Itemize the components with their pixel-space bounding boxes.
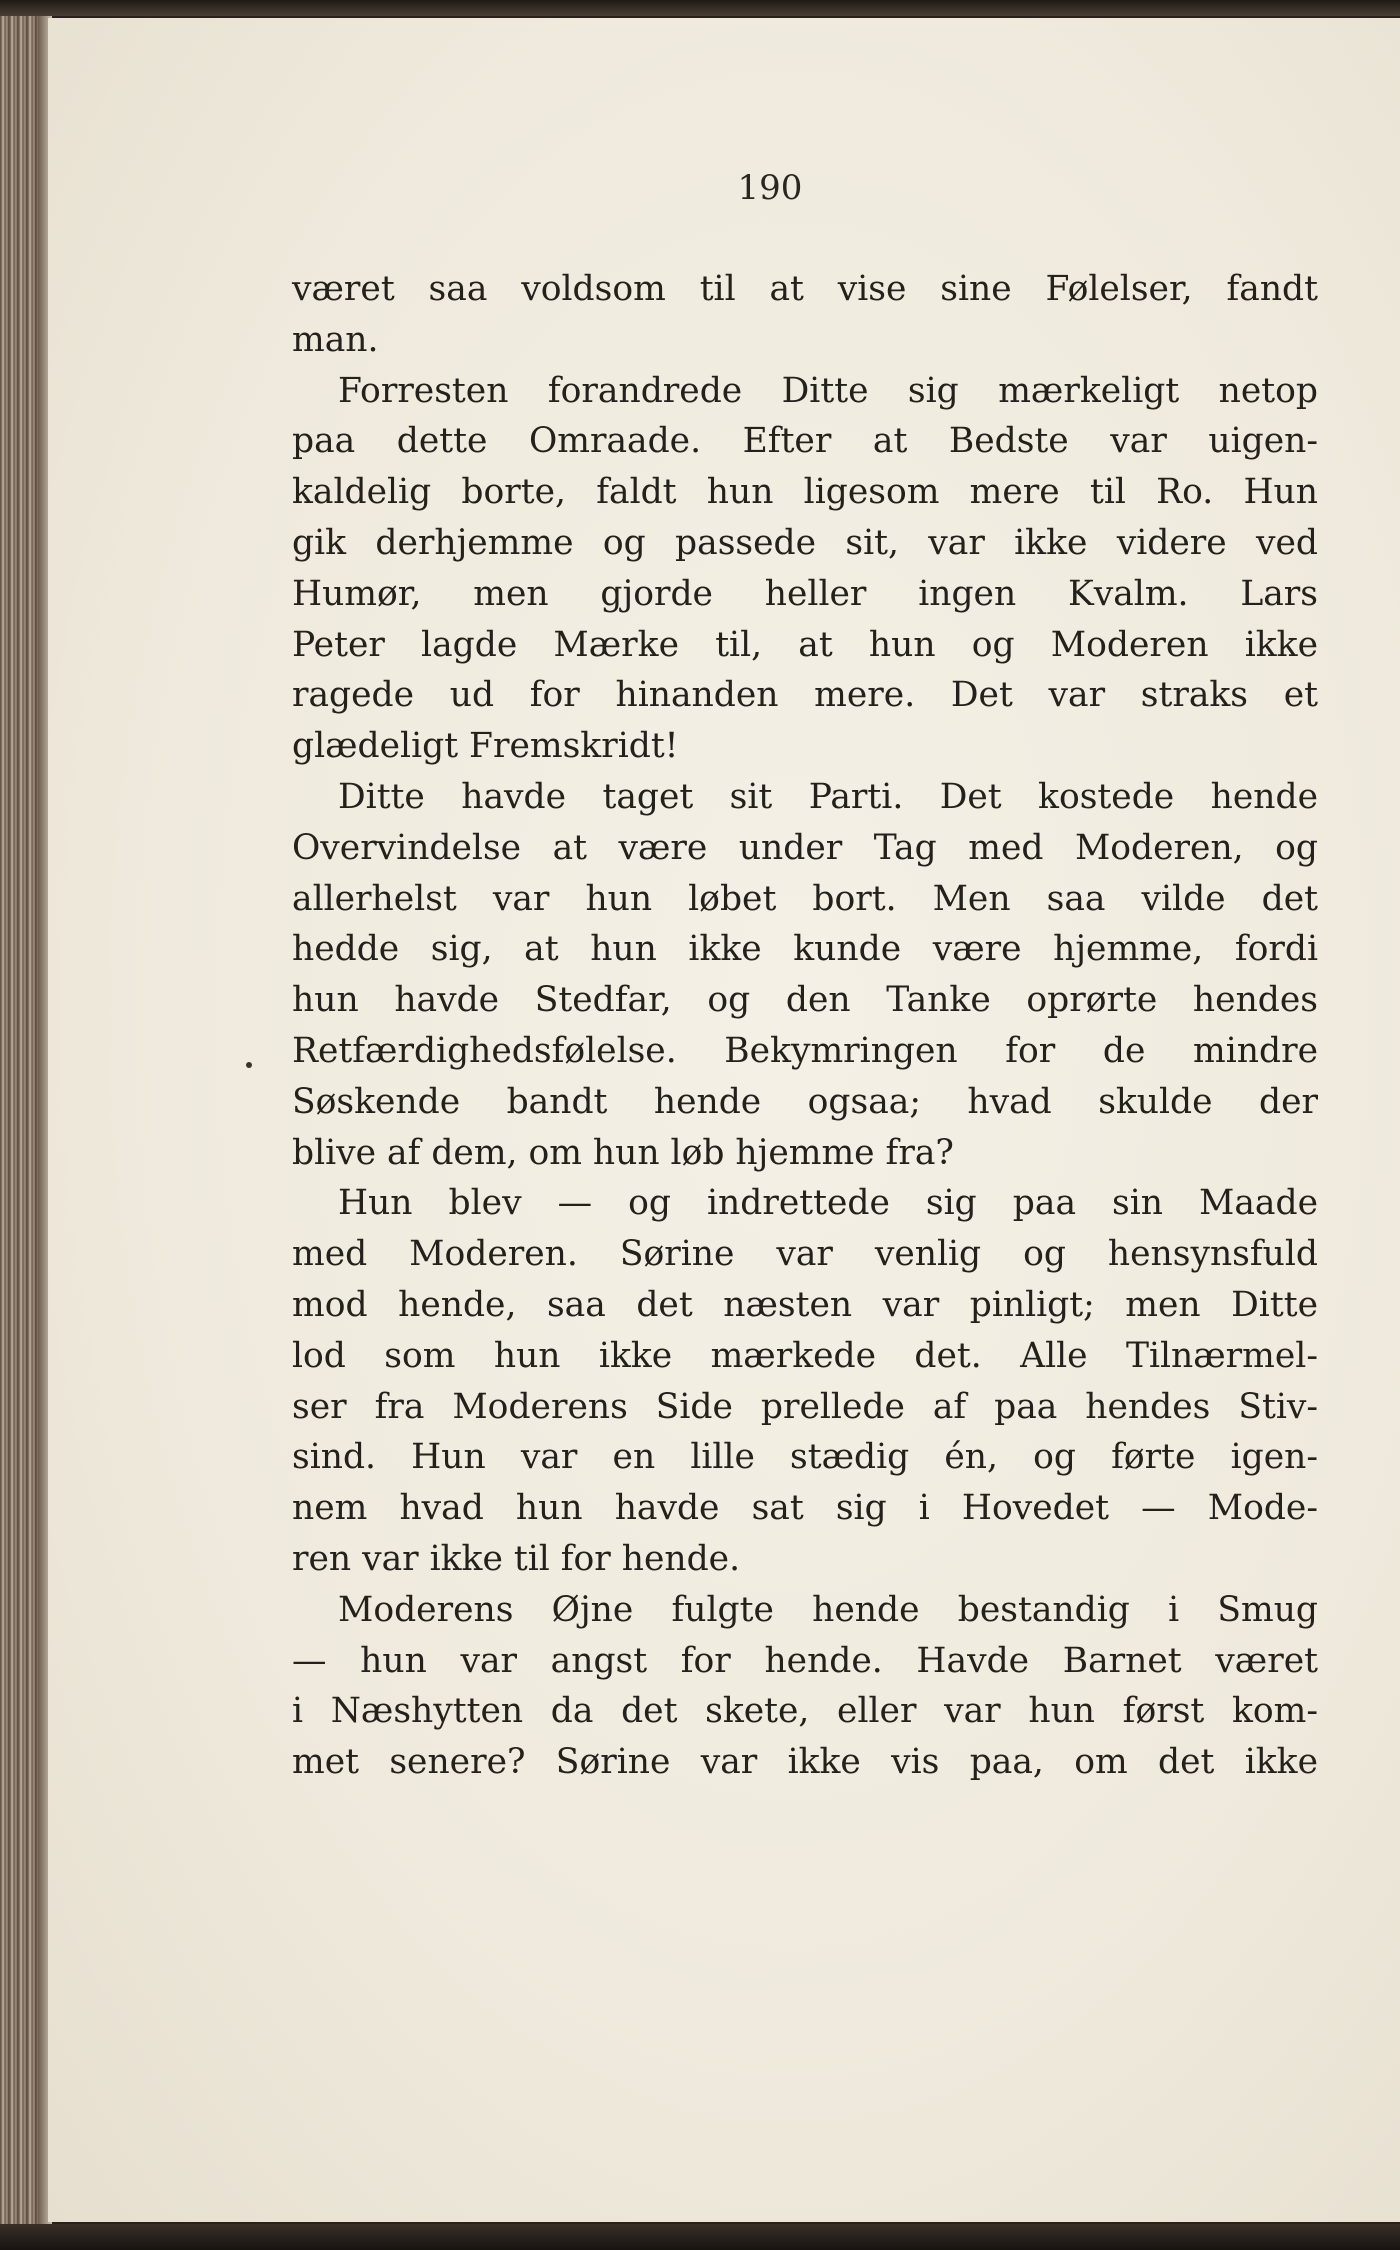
text-line: Overvindelse at være under Tag med Moderen, og: [292, 827, 1318, 868]
text-line: met senere? Sørine var ikke vis paa, om det ikke: [292, 1742, 1318, 1783]
text-line: været saa voldsom til at vise sine Følelser, fandt: [292, 269, 1318, 309]
body-text: [292, 264, 1318, 1788]
text-line: Moderens Øjne fulgte hende bestandig i Smug: [338, 1589, 1318, 1630]
text-line: — hun var angst for hende. Havde Barnet været: [292, 1640, 1318, 1681]
text-line: mod hende, saa det næsten var pinligt; men Ditte: [292, 1284, 1318, 1325]
text-line: paa dette Omraade. Efter at Bedste var uigen-: [292, 421, 1318, 462]
text-line: Retfærdighedsfølelse. Bekymringen for de mindre: [292, 1030, 1318, 1071]
text-line: Søskende bandt hende ogsaa; hvad skulde der: [292, 1081, 1318, 1122]
text-line: Peter lagde Mærke til, at hun og Moderen ikke: [292, 624, 1318, 665]
bottom-scan-border: [0, 2224, 1400, 2250]
text-line: Humør, men gjorde heller ingen Kvalm. Lars: [292, 573, 1318, 614]
text-line: man.: [292, 319, 379, 360]
text-line: kaldelig borte, faldt hun ligesom mere til Ro. Hun: [292, 472, 1318, 513]
text-line: blive af dem, om hun løb hjemme fra?: [292, 1132, 954, 1173]
text-line: nem hvad hun havde sat sig i Hovedet — Mode-: [292, 1488, 1318, 1529]
text-line: med Moderen. Sørine var venlig og hensynsfuld: [292, 1234, 1318, 1275]
text-line: Ditte havde taget sit Parti. Det kostede hende: [338, 776, 1318, 817]
text-line: Forresten forandrede Ditte sig mærkeligt netop: [338, 370, 1318, 411]
text-line: hun havde Stedfar, og den Tanke oprørte hendes: [292, 980, 1318, 1021]
page-number: 190: [737, 168, 803, 208]
margin-dot: [246, 1062, 252, 1068]
top-scan-border: [0, 0, 1400, 16]
text-line: gik derhjemme og passede sit, var ikke videre ved: [292, 522, 1318, 563]
text-line: ser fra Moderens Side prellede af paa hendes Stiv-: [292, 1386, 1318, 1427]
text-line: allerhelst var hun løbet bort. Men saa vilde det: [292, 878, 1318, 919]
text-line: hedde sig, at hun ikke kunde være hjemme, fordi: [292, 929, 1318, 970]
text-line: sind. Hun var en lille stædig én, og førte igen-: [292, 1437, 1318, 1478]
text-line: glædeligt Fremskridt!: [292, 726, 679, 767]
text-line: lod som hun ikke mærkede det. Alle Tilnærmel-: [292, 1335, 1318, 1376]
text-line: ragede ud for hinanden mere. Det var straks et: [292, 675, 1318, 716]
text-line: Hun blev — og indrettede sig paa sin Maade: [338, 1183, 1318, 1224]
text-line: i Næshytten da det skete, eller var hun først kom-: [292, 1691, 1318, 1732]
text-line: ren var ikke til for hende.: [292, 1538, 741, 1579]
